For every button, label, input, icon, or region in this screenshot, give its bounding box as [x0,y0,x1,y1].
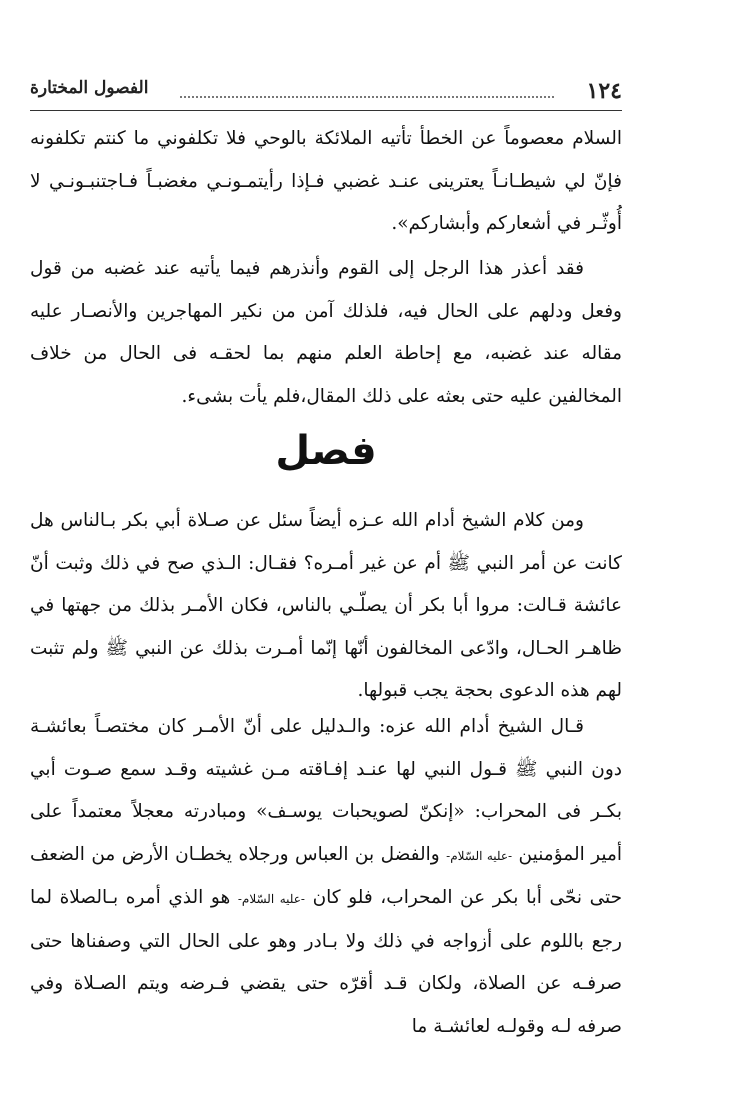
section-title: فصل [275,428,377,474]
paragraph-3 [30,500,622,713]
honorific-note-1: -عليه السّلام- [446,848,513,863]
paragraph-4-part-2: والفضل بن العباس ورجلاه يخطـان الأرض من الضعف حتى نحّى أبا بكر عن المحراب، فلو كان [30,843,623,908]
paragraph-4-text [30,706,622,1048]
header-rule [30,110,622,111]
page-header [30,72,622,112]
page-number: ١٢٤ [586,78,622,104]
paragraph-4-part-3: هو الذي أمره بـالصلاة لما رجع باللوم على أزواجه في ذلك ولا بـادر وهو على الحال التي وصفناها حتى صرفـه عن الصلاة، ولكان قـد أقرّه حتى يقضي فـرضه ويتم الصـلاة وفي صرفه لـه وقولـه لعائشـة ما [30,887,622,1037]
running-title: الفصول المختارة [30,78,149,98]
header-dotted-leader [180,96,554,98]
paragraph-3-text: ومن كلام الشيخ أدام الله عـزه أيضاً سئل عن صـلاة أبي بكر بـالناس هل كانت عن أمر النبي ﷺ أم عن غير أمـره؟ فقـال: الـذي صح في ذلك وثبت أنّ عائشة قـالت: مروا أبا بكر أن يصلّـي بالناس، فكان الأمـر بذلك من جهتها في ظاهـر الحـال، وادّعى المخالفون أنّها إنّما أمـرت بذلك عن النبي ﷺ ولم تثبت لهم هذه الدعوى بحجة يجب قبولها. [30,510,622,701]
paragraph-4 [30,706,622,1048]
paragraph-1-text: السلام معصوماً عن الخطأ تأتيه الملائكة بالوحي فلا تكلفوني ما كنتم تكلفونه فإنّ لي شيطـانـاً يعترينى عنـد غضبي فـإذا رأيتمـونـي مغضبـاً فـاجتنبـونـي لا أُوثّـر في أشعاركم وأبشاركم». [30,128,622,234]
paragraph-1 [30,118,622,246]
paragraph-2 [30,248,622,418]
paragraph-4-part-1: قـال الشيخ أدام الله عزه: والـدليل على أنّ الأمـر كان مختصـاً بعائشـة دون النبي ﷺ قـول النبي لها عنـد إفـاقته مـن غشيته وقـد سمع صـوت أبي بكـر فى المحراب: «إنكنّ لصويحبات يوسـف» ومبادرته معجلاً معتمداً على أمير المؤمنين [30,716,622,865]
paragraph-2-text: فقد أعذر هذا الرجل إلى القوم وأنذرهم فيما يأتيه عند غضبه من قول وفعل ودلهم على الحال فيه، فلذلك آمن من نكير المهاجرين والأنصـار عليه مقاله عند غضبه، مع إحاطة العلم منهم بما لحقـه فى الحال من خلاف المخالفين عليه حتى بعثه على ذلك المقال،فلم يأت بشىء. [30,258,622,407]
honorific-note-2: -عليه السّلام- [237,892,305,906]
